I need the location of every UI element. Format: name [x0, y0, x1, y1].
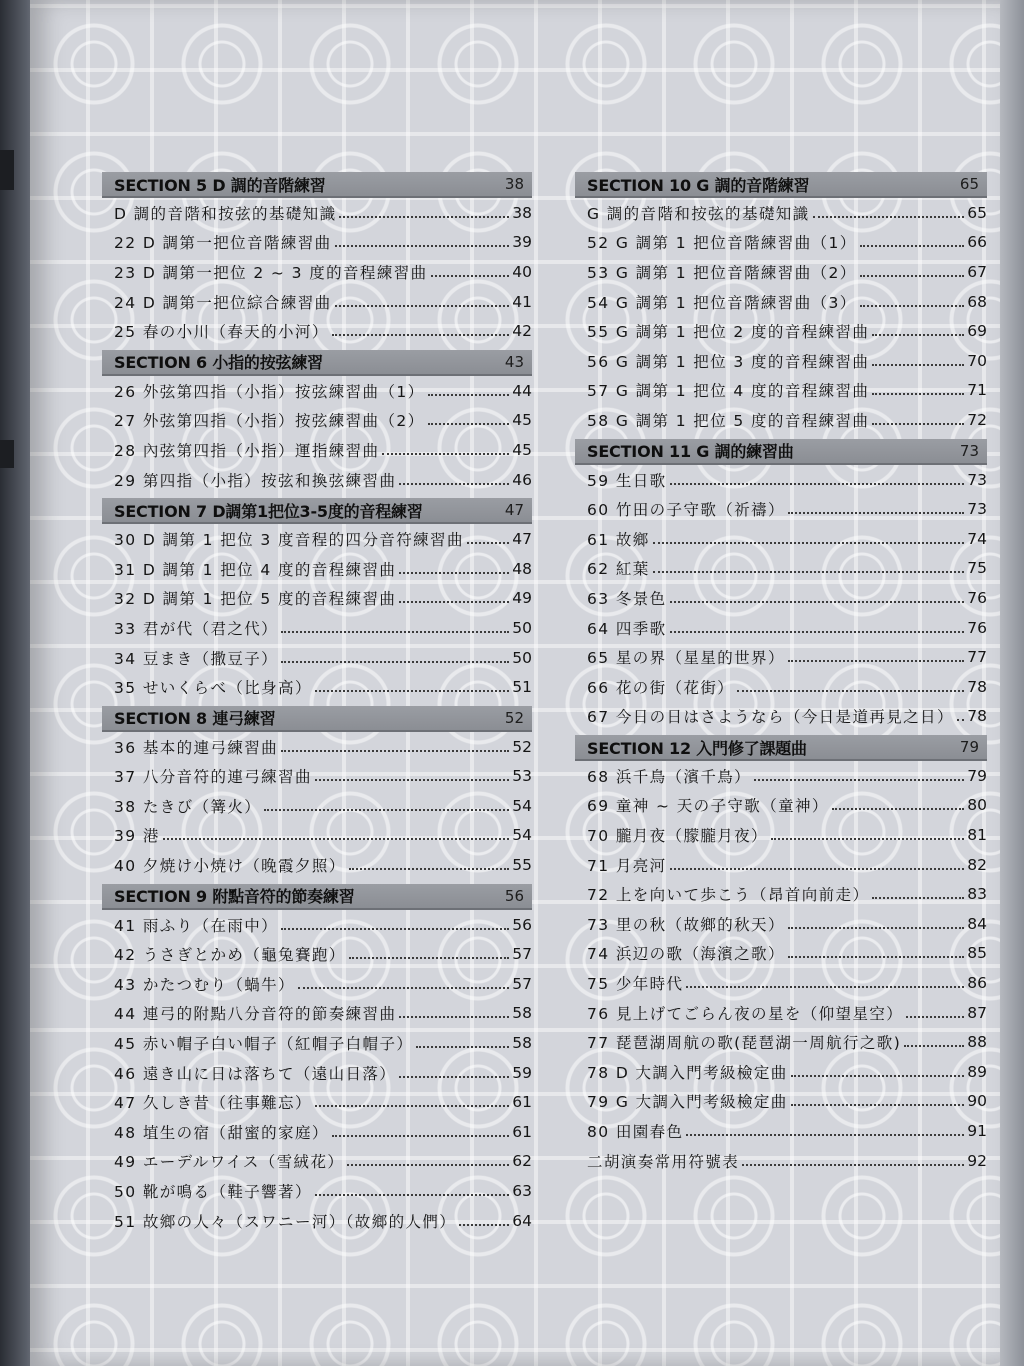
entry-page-number: 75: [967, 559, 987, 578]
toc-entry: [575, 198, 987, 228]
toc-entry: [575, 998, 987, 1028]
dot-leader: [315, 688, 509, 692]
entry-title: 36 基本的連弓練習曲: [114, 738, 279, 757]
entry-title: 63 冬景色: [587, 589, 667, 608]
entry-page-number: 54: [512, 826, 532, 845]
entry-title: D 調的音階和按弦的基礎知識: [114, 204, 337, 223]
section-header: [102, 706, 532, 732]
section-title: SECTION 7 D調第1把位3-5度的音程練習: [114, 501, 423, 521]
entry-title: 26 外弦第四指（小指）按弦練習曲（1）: [114, 382, 425, 401]
toc-entry: [575, 820, 987, 850]
entry-title: 58 G 調第 1 把位 5 度的音程練習曲: [587, 411, 870, 430]
toc-entry: [102, 1058, 532, 1088]
entry-page-number: 85: [967, 944, 987, 963]
entry-page-number: 47: [512, 530, 532, 549]
dot-leader: [872, 362, 964, 366]
entry-title: 46 遠き山に日は落ちて（遠山日落）: [114, 1064, 397, 1083]
dot-leader: [339, 214, 509, 218]
dot-leader: [872, 895, 964, 899]
entry-page-number: 80: [967, 796, 987, 815]
section-title: SECTION 11 G 調的練習曲: [587, 442, 794, 462]
entry-page-number: 58: [512, 1034, 532, 1053]
entry-title: 22 D 調第一把位音階練習曲: [114, 234, 332, 253]
entry-page-number: 78: [967, 707, 987, 726]
toc-entry: [102, 228, 532, 258]
entry-page-number: 62: [512, 1152, 532, 1171]
entry-title: 60 竹田の子守歌（祈禱）: [587, 501, 785, 520]
book-page: [30, 0, 1000, 1366]
entry-title: 79 G 大調入門考級檢定曲: [587, 1093, 788, 1112]
entry-page-number: 42: [512, 322, 532, 341]
dot-leader: [791, 1073, 965, 1077]
dot-leader: [872, 391, 964, 395]
entry-title: 49 エーデルワイス（雪絨花）: [114, 1153, 345, 1172]
dot-leader: [399, 481, 509, 485]
entry-page-number: 92: [967, 1151, 987, 1170]
toc-right-column: [575, 172, 987, 1175]
dot-leader: [872, 421, 964, 425]
toc-entry: [102, 554, 532, 584]
entry-page-number: 53: [512, 767, 532, 786]
toc-entry: [102, 939, 532, 969]
dot-leader: [860, 243, 965, 247]
toc-entry: [102, 672, 532, 702]
dot-leader: [860, 303, 965, 307]
entry-title: 52 G 調第 1 把位音階練習曲（1）: [587, 234, 857, 253]
dot-leader: [686, 1132, 964, 1136]
entry-page-number: 59: [512, 1063, 532, 1082]
entry-page-number: 89: [967, 1062, 987, 1081]
entry-page-number: 55: [512, 856, 532, 875]
entry-page-number: 40: [512, 262, 532, 281]
entry-page-number: 88: [967, 1033, 987, 1052]
dot-leader: [416, 1044, 509, 1048]
entry-title: 66 花の街（花街）: [587, 678, 735, 697]
toc-entry: [102, 406, 532, 436]
entry-title: 77 琵琶湖周航の歌(琵琶湖一周航行之歌): [587, 1034, 902, 1053]
toc-entry: [102, 287, 532, 317]
toc-entry: [575, 968, 987, 998]
toc-entry: [102, 1147, 532, 1177]
entry-page-number: 90: [967, 1092, 987, 1111]
entry-page-number: 87: [967, 1003, 987, 1022]
dot-leader: [335, 243, 510, 247]
entry-page-number: 57: [512, 945, 532, 964]
toc-entry: [102, 1028, 532, 1058]
entry-title: 55 G 調第 1 把位 2 度的音程練習曲: [587, 323, 870, 342]
entry-title: 65 星の界（星星的世界）: [587, 649, 785, 668]
entry-page-number: 77: [967, 648, 987, 667]
entry-title: 34 豆まき（撒豆子）: [114, 649, 279, 668]
dot-leader: [957, 717, 964, 721]
toc-entry: [575, 228, 987, 258]
dot-leader: [428, 421, 510, 425]
dot-leader: [459, 1222, 509, 1226]
dot-leader: [315, 1103, 509, 1107]
entry-page-number: 50: [512, 648, 532, 667]
entry-title: 27 外弦第四指（小指）按弦練習曲（2）: [114, 412, 425, 431]
toc-entry: [102, 732, 532, 762]
entry-page-number: 74: [967, 529, 987, 548]
entry-page-number: 79: [967, 766, 987, 785]
entry-title: 37 八分音符的連弓練習曲: [114, 768, 312, 787]
section-header: [102, 172, 532, 198]
entry-title: 62 紅葉: [587, 560, 650, 579]
toc-entry: [575, 672, 987, 702]
dot-leader: [686, 984, 964, 988]
toc-entry: [102, 524, 532, 554]
dot-leader: [653, 540, 965, 544]
dot-leader: [904, 1043, 964, 1047]
section-page-number: 38: [504, 175, 524, 193]
entry-title: 29 第四指（小指）按弦和換弦練習曲: [114, 471, 397, 490]
toc-entry: [575, 554, 987, 584]
entry-title: 31 D 調第 1 把位 4 度的音程練習曲: [114, 560, 397, 579]
toc-entry: [575, 613, 987, 643]
entry-title: 39 港: [114, 827, 160, 846]
toc-entry: [102, 850, 532, 880]
toc-entry: [575, 1116, 987, 1146]
entry-title: 57 G 調第 1 把位 4 度的音程練習曲: [587, 382, 870, 401]
dot-leader: [467, 540, 509, 544]
section-header: [102, 498, 532, 524]
toc-entry: [102, 376, 532, 406]
entry-title: 30 D 調第 1 把位 3 度音程的四分音符練習曲: [114, 531, 464, 550]
dot-leader: [742, 1162, 964, 1166]
entry-title: 69 童神 ~ 天の子守歌（童神）: [587, 797, 829, 816]
binder-tab: [0, 440, 14, 468]
dot-leader: [670, 866, 965, 870]
section-title: SECTION 10 G 調的音階練習: [587, 175, 810, 195]
dot-leader: [788, 510, 964, 514]
dot-leader: [332, 1133, 510, 1137]
entry-page-number: 38: [512, 203, 532, 222]
toc-entry: [102, 821, 532, 851]
entry-title: 70 朧月夜（朦朧月夜）: [587, 827, 768, 846]
dot-leader: [771, 836, 964, 840]
dot-leader: [399, 570, 509, 574]
toc-entry: [575, 346, 987, 376]
toc-entry: [575, 287, 987, 317]
dot-leader: [281, 659, 509, 663]
dot-leader: [347, 1162, 509, 1166]
entry-page-number: 52: [512, 737, 532, 756]
dot-leader: [791, 1102, 965, 1106]
entry-title: 23 D 調第一把位 2 ~ 3 度的音程練習曲: [114, 263, 428, 282]
toc-left-column: [102, 172, 532, 1235]
toc-entry: [102, 435, 532, 465]
dot-leader: [399, 1074, 509, 1078]
section-header: [575, 172, 987, 198]
entry-title: 67 今日の日はさようなら（今日是道再見之日）: [587, 708, 954, 727]
dot-leader: [335, 303, 510, 307]
toc-entry: [575, 494, 987, 524]
entry-page-number: 78: [967, 677, 987, 696]
dot-leader: [832, 806, 964, 810]
entry-page-number: 63: [512, 1182, 532, 1201]
dot-leader: [315, 1192, 509, 1196]
entry-page-number: 84: [967, 914, 987, 933]
entry-page-number: 51: [512, 678, 532, 697]
entry-page-number: 54: [512, 796, 532, 815]
entry-title: 72 上を向いて歩こう（昂首向前走）: [587, 886, 870, 905]
toc-entry: [575, 1027, 987, 1057]
dot-leader: [860, 273, 965, 277]
entry-title: 56 G 調第 1 把位 3 度的音程練習曲: [587, 352, 870, 371]
entry-title: 78 D 大調入門考級檢定曲: [587, 1063, 788, 1082]
entry-page-number: 39: [512, 233, 532, 252]
entry-page-number: 44: [512, 381, 532, 400]
entry-page-number: 83: [967, 885, 987, 904]
entry-page-number: 91: [967, 1122, 987, 1141]
dot-leader: [670, 599, 965, 603]
dot-leader: [428, 392, 510, 396]
entry-page-number: 73: [967, 470, 987, 489]
toc-entry: [575, 702, 987, 732]
dot-leader: [399, 1014, 509, 1018]
dot-leader: [281, 748, 509, 752]
entry-title: 80 田園春色: [587, 1123, 684, 1142]
dot-leader: [349, 955, 510, 959]
toc-entry: [102, 1176, 532, 1206]
toc-entry: [102, 198, 532, 228]
entry-page-number: 66: [967, 233, 987, 252]
entry-title: 25 春の小川（春天的小河）: [114, 323, 329, 342]
toc-entry: [575, 909, 987, 939]
entry-page-number: 76: [967, 588, 987, 607]
section-header: [102, 884, 532, 910]
entry-title: 33 君が代（君之代）: [114, 619, 279, 638]
toc-entry: [575, 376, 987, 406]
entry-page-number: 72: [967, 410, 987, 429]
toc-entry: [102, 1117, 532, 1147]
toc-entry: [102, 762, 532, 792]
toc-entry: [575, 939, 987, 969]
entry-page-number: 48: [512, 559, 532, 578]
toc-entry: [575, 316, 987, 346]
entry-title: 42 うさぎとかめ（龜兔賽跑）: [114, 946, 346, 965]
section-title: SECTION 8 連弓練習: [114, 709, 276, 729]
section-title: SECTION 9 附點音符的節奏練習: [114, 887, 355, 907]
entry-page-number: 86: [967, 974, 987, 993]
entry-title: 64 四季歌: [587, 619, 667, 638]
section-header: [575, 439, 987, 465]
entry-title: 45 赤い帽子白い帽子（紅帽子白帽子）: [114, 1035, 414, 1054]
dot-leader: [382, 451, 509, 455]
entry-page-number: 61: [512, 1093, 532, 1112]
toc-entry: [575, 465, 987, 495]
entry-title: 24 D 調第一把位綜合練習曲: [114, 293, 332, 312]
desk-right-edge: [998, 0, 1024, 1366]
entry-title: 47 久しき昔（往事難忘）: [114, 1094, 312, 1113]
toc-entry: [575, 879, 987, 909]
entry-title: 54 G 調第 1 把位音階練習曲（3）: [587, 293, 857, 312]
entry-title: 43 かたつむり（蝸牛）: [114, 975, 295, 994]
entry-page-number: 69: [967, 322, 987, 341]
toc-entry: [102, 999, 532, 1029]
entry-page-number: 58: [512, 1004, 532, 1023]
toc-entry: [102, 257, 532, 287]
section-title: SECTION 12 入門修了課題曲: [587, 738, 807, 758]
toc-entry: [102, 613, 532, 643]
entry-title: 40 夕焼け小焼け（晚霞夕照）: [114, 857, 346, 876]
section-page-number: 43: [504, 352, 524, 371]
toc-entry: [575, 257, 987, 287]
toc-entry: [575, 1146, 987, 1176]
entry-title: 51 故鄉の人々（スワニー河）（故鄉的人們）: [114, 1212, 457, 1231]
entry-page-number: 50: [512, 618, 532, 637]
toc-entry: [575, 583, 987, 613]
dot-leader: [788, 925, 964, 929]
section-page-number: 79: [959, 738, 979, 757]
dot-leader: [670, 481, 965, 485]
entry-page-number: 45: [512, 440, 532, 459]
entry-page-number: 70: [967, 351, 987, 370]
entry-title: G 調的音階和按弦的基礎知識: [587, 204, 810, 223]
dot-leader: [431, 273, 510, 277]
entry-title: 75 少年時代: [587, 975, 684, 994]
toc-entry: [102, 465, 532, 495]
entry-page-number: 61: [512, 1122, 532, 1141]
entry-page-number: 49: [512, 589, 532, 608]
entry-page-number: 68: [967, 292, 987, 311]
section-page-number: 65: [959, 175, 979, 193]
entry-page-number: 64: [512, 1211, 532, 1230]
section-title: SECTION 5 D 調的音階練習: [114, 175, 326, 195]
entry-title: 32 D 調第 1 把位 5 度的音程練習曲: [114, 590, 397, 609]
toc-entry: [102, 1206, 532, 1236]
dot-leader: [737, 688, 964, 692]
dot-leader: [298, 985, 509, 989]
entry-page-number: 76: [967, 618, 987, 637]
entry-page-number: 82: [967, 855, 987, 874]
entry-title: 74 浜辺の歌（海濱之歌）: [587, 945, 785, 964]
entry-title: 61 故鄉: [587, 530, 650, 549]
toc-entry: [575, 850, 987, 880]
entry-title: 44 連弓的附點八分音符的節奏練習曲: [114, 1005, 397, 1024]
dot-leader: [281, 926, 509, 930]
dot-leader: [264, 807, 509, 811]
entry-title: 68 浜千鳥（濱千鳥）: [587, 767, 752, 786]
toc-entry: [575, 1057, 987, 1087]
entry-page-number: 67: [967, 262, 987, 281]
binder-tab: [0, 150, 14, 190]
entry-page-number: 65: [967, 203, 987, 222]
dot-leader: [788, 954, 964, 958]
dot-leader: [872, 332, 964, 336]
dot-leader: [315, 777, 509, 781]
toc-entry: [102, 1087, 532, 1117]
entry-title: 59 生日歌: [587, 471, 667, 490]
toc-entry: [575, 791, 987, 821]
dot-leader: [163, 836, 510, 840]
entry-title: 50 靴が鳴る（鞋子響著）: [114, 1183, 312, 1202]
toc-entry: [102, 584, 532, 614]
entry-page-number: 41: [512, 292, 532, 311]
section-page-number: 52: [504, 708, 524, 727]
dot-leader: [653, 569, 965, 573]
dot-leader: [349, 866, 510, 870]
entry-page-number: 81: [967, 826, 987, 845]
entry-page-number: 56: [512, 915, 532, 934]
entry-title: 38 たきび（篝火）: [114, 797, 262, 816]
dot-leader: [332, 332, 510, 336]
dot-leader: [754, 777, 964, 781]
entry-title: 35 せいくらべ（比身高）: [114, 679, 312, 698]
toc-entry: [575, 405, 987, 435]
toc-entry: [102, 969, 532, 999]
dot-leader: [906, 1014, 964, 1018]
toc-entry: [102, 316, 532, 346]
entry-title: 71 月亮河: [587, 856, 667, 875]
entry-title: 二胡演奏常用符號表: [587, 1152, 740, 1171]
toc-entry: [102, 910, 532, 940]
toc-entry: [575, 642, 987, 672]
section-header: [102, 350, 532, 376]
section-title: SECTION 6 小指的按弦練習: [114, 353, 323, 373]
section-page-number: 73: [959, 441, 979, 460]
entry-title: 48 埴生の宿（甜蜜的家庭）: [114, 1123, 329, 1142]
entry-title: 41 雨ふり（在雨中）: [114, 916, 279, 935]
toc-entry: [575, 761, 987, 791]
dot-leader: [788, 658, 964, 662]
entry-page-number: 71: [967, 381, 987, 400]
entry-title: 76 見上げてごらん夜の星を（仰望星空）: [587, 1004, 904, 1023]
toc-entry: [575, 1087, 987, 1117]
toc-entry: [575, 524, 987, 554]
toc-entry: [102, 643, 532, 673]
entry-title: 53 G 調第 1 把位音階練習曲（2）: [587, 263, 857, 282]
section-page-number: 47: [504, 501, 524, 520]
dot-leader: [399, 599, 509, 603]
dot-leader: [670, 629, 965, 633]
entry-page-number: 45: [512, 411, 532, 430]
dot-leader: [813, 214, 965, 218]
section-header: [575, 735, 987, 761]
entry-page-number: 73: [967, 500, 987, 519]
entry-page-number: 57: [512, 974, 532, 993]
entry-page-number: 46: [512, 470, 532, 489]
entry-title: 28 內弦第四指（小指）運指練習曲: [114, 441, 380, 460]
section-page-number: 56: [504, 886, 524, 905]
toc-entry: [102, 791, 532, 821]
entry-title: 73 里の秋（故鄉的秋天）: [587, 915, 785, 934]
dot-leader: [281, 629, 509, 633]
